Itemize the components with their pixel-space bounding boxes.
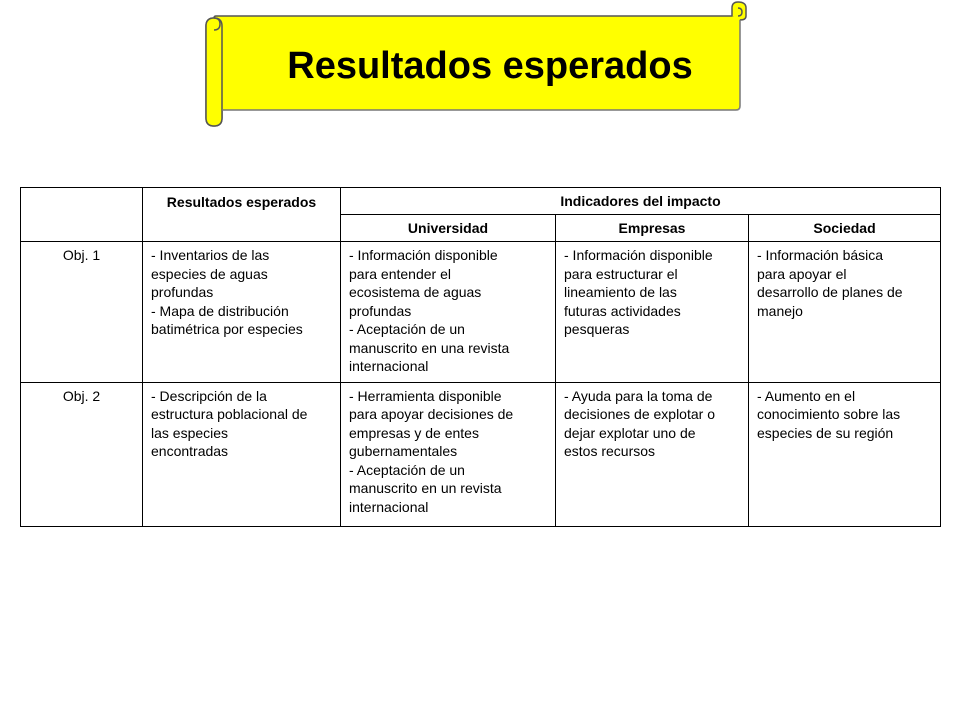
header-sociedad: Sociedad (749, 215, 941, 242)
table-header-row (21, 188, 941, 215)
results-table (20, 187, 941, 527)
header-empty (21, 188, 143, 242)
sociedad-cell: - Aumento en el conocimiento sobre las especies de su región (749, 382, 941, 526)
header-results: Resultados esperados (143, 188, 341, 242)
objective-label: Obj. 1 (21, 242, 143, 383)
table-row (21, 382, 941, 526)
header-empresas: Empresas (556, 215, 749, 242)
sociedad-cell: - Información básica para apoyar el desarrollo de planes de manejo (749, 242, 941, 383)
results-cell: - Inventarios de las especies de aguas profundas - Mapa de distribución batimétrica por especies (143, 242, 341, 383)
empresas-cell: - Ayuda para la toma de decisiones de explotar o dejar explotar uno de estos recursos (556, 382, 749, 526)
universidad-cell: - Información disponible para entender el ecosistema de aguas profundas - Aceptación de un manuscrito en una revista internacional (341, 242, 556, 383)
table-row (21, 242, 941, 383)
header-indicators: Indicadores del impacto (341, 188, 941, 215)
header-universidad: Universidad (341, 215, 556, 242)
results-cell: - Descripción de la estructura poblacional de las especies encontradas (143, 382, 341, 526)
universidad-cell: - Herramienta disponible para apoyar decisiones de empresas y de entes gubernamentales - Aceptación de un manuscrito en un revista internacional (341, 382, 556, 526)
page-title: Resultados esperados (287, 45, 693, 87)
title-scroll-banner (196, 0, 752, 130)
empresas-cell: - Información disponible para estructurar el lineamiento de las futuras actividades pesqueras (556, 242, 749, 383)
objective-label: Obj. 2 (21, 382, 143, 526)
